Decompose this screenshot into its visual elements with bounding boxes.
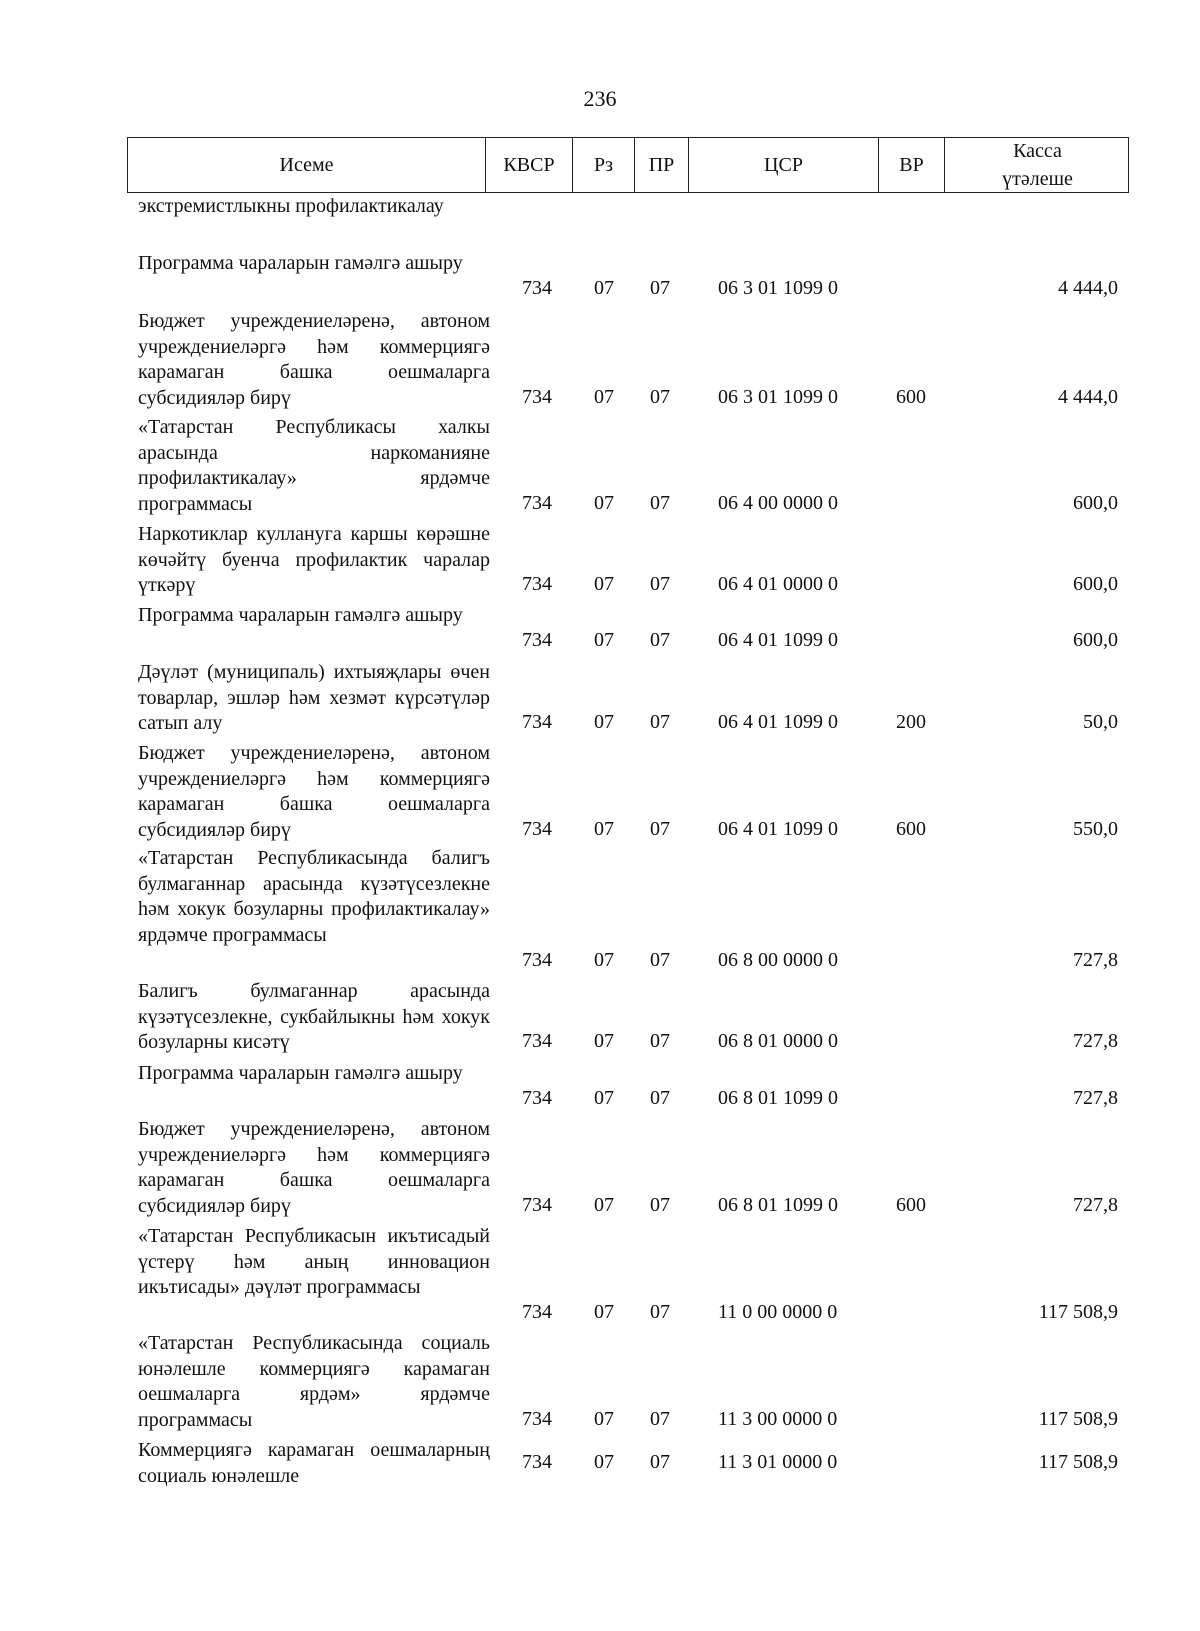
row-pr: 07 [650, 1030, 670, 1052]
row-csr: 06 4 01 0000 0 [718, 573, 838, 595]
row-pr: 07 [650, 818, 670, 840]
col-header-csr: ЦСР [688, 138, 878, 192]
row-rz: 07 [594, 1087, 614, 1109]
row-sum: 600,0 [1073, 573, 1118, 595]
row-csr: 11 3 00 0000 0 [718, 1408, 838, 1430]
row-csr: 06 4 01 1099 0 [718, 629, 838, 651]
row-pr: 07 [650, 1451, 670, 1473]
row-kvsr: 734 [522, 1030, 552, 1052]
row-rz: 07 [594, 386, 614, 408]
row-sum: 727,8 [1073, 1087, 1118, 1109]
row-csr: 06 8 01 1099 0 [718, 1087, 838, 1109]
row-csr: 06 8 01 0000 0 [718, 1030, 838, 1052]
row-pr: 07 [650, 277, 670, 299]
row-rz: 07 [594, 277, 614, 299]
row-rz: 07 [594, 818, 614, 840]
col-header-name: Исеме [279, 154, 334, 176]
row-kvsr: 734 [522, 1408, 552, 1430]
col-header-vr: ВР [878, 138, 944, 192]
row-csr: 06 3 01 1099 0 [718, 386, 838, 408]
row-name: Программа чараларын гамәлгә ашыру [138, 604, 463, 626]
row-sum: 600,0 [1073, 629, 1118, 651]
row-name: Бюджет учреждениеләренә, автоном учреждениеләргә һәм коммерциягә карамаган башка оешмаларга субсидияләр бирү [138, 310, 490, 409]
row-name: «Татарстан Республикасын икътисадый үстерү һәм аның инновацион икътисады» дәүләт программасы [138, 1225, 490, 1298]
row-kvsr: 734 [522, 492, 552, 514]
row-csr: 06 4 00 0000 0 [718, 492, 838, 514]
row-name: экстремистлыкны профилактикалау [138, 195, 444, 217]
row-pr: 07 [650, 492, 670, 514]
row-name: «Татарстан Республикасында балигъ булмаганнар арасында күзәтүсезлекне һәм хокук бозуларны профилактикалау» ярдәмче программасы [138, 847, 490, 946]
row-rz: 07 [594, 1301, 614, 1323]
col-header-kassa: Касса үтәлеше [944, 138, 1130, 192]
row-pr: 07 [650, 1087, 670, 1109]
row-kvsr: 734 [522, 573, 552, 595]
row-pr: 07 [650, 1408, 670, 1430]
row-rz: 07 [594, 492, 614, 514]
row-pr: 07 [650, 949, 670, 971]
row-rz: 07 [594, 711, 614, 733]
row-rz: 07 [594, 949, 614, 971]
row-csr: 11 0 00 0000 0 [718, 1301, 838, 1323]
row-name: Коммерциягә карамаган оешмаларның социаль юнәлешле [138, 1439, 490, 1487]
row-sum: 50,0 [1083, 711, 1118, 733]
row-csr: 06 4 01 1099 0 [718, 711, 838, 733]
row-kvsr: 734 [522, 1194, 552, 1216]
row-kvsr: 734 [522, 629, 552, 651]
row-csr: 06 8 01 1099 0 [718, 1194, 838, 1216]
row-sum: 550,0 [1073, 818, 1118, 840]
row-pr: 07 [650, 573, 670, 595]
col-header-rz: Рз [572, 138, 634, 192]
row-csr: 06 8 00 0000 0 [718, 949, 838, 971]
row-sum: 600,0 [1073, 492, 1118, 514]
row-name: Бюджет учреждениеләренә, автоном учреждениеләргә һәм коммерциягә карамаган башка оешмаларга субсидияләр бирү [138, 742, 490, 841]
row-sum: 117 508,9 [1038, 1451, 1118, 1473]
row-name: «Татарстан Республикасы халкы арасында наркоманияне профилактикалау» ярдәмче программасы [138, 416, 490, 515]
row-sum: 727,8 [1073, 1030, 1118, 1052]
row-name: Дәүләт (муниципаль) ихтыяҗлары өчен товарлар, эшләр һәм хезмәт күрсәтүләр сатып алу [138, 661, 490, 734]
row-pr: 07 [650, 711, 670, 733]
row-rz: 07 [594, 1194, 614, 1216]
row-csr: 06 3 01 1099 0 [718, 277, 838, 299]
row-vr: 600 [896, 386, 926, 408]
row-vr: 600 [896, 1194, 926, 1216]
row-kvsr: 734 [522, 1301, 552, 1323]
row-rz: 07 [594, 1408, 614, 1430]
table-header [127, 137, 1129, 193]
row-name: «Татарстан Республикасында социаль юнәлешле коммерциягә карамаган оешмаларга ярдәм» ярдәмче программасы [138, 1332, 490, 1431]
row-pr: 07 [650, 1301, 670, 1323]
row-csr: 11 3 01 0000 0 [718, 1451, 838, 1473]
row-rz: 07 [594, 573, 614, 595]
col-header-pr: ПР [634, 138, 688, 192]
row-name: Наркотиклар куллануга каршы көрәшне көчәйтү буенча профилактик чаралар үткәрү [138, 523, 490, 596]
row-pr: 07 [650, 386, 670, 408]
row-sum: 117 508,9 [1038, 1301, 1118, 1323]
row-rz: 07 [594, 629, 614, 651]
row-sum: 727,8 [1073, 949, 1118, 971]
row-csr: 06 4 01 1099 0 [718, 818, 838, 840]
row-kvsr: 734 [522, 1087, 552, 1109]
col-header-kvsr: КВСР [485, 138, 572, 192]
row-vr: 600 [896, 818, 926, 840]
row-sum: 4 444,0 [1058, 386, 1118, 408]
row-kvsr: 734 [522, 277, 552, 299]
row-pr: 07 [650, 1194, 670, 1216]
row-kvsr: 734 [522, 711, 552, 733]
page-number: 236 [583, 86, 617, 111]
row-kvsr: 734 [522, 386, 552, 408]
row-kvsr: 734 [522, 949, 552, 971]
row-sum: 727,8 [1073, 1194, 1118, 1216]
row-rz: 07 [594, 1451, 614, 1473]
row-pr: 07 [650, 629, 670, 651]
row-name: Программа чараларын гамәлгә ашыру [138, 1062, 463, 1084]
row-sum: 117 508,9 [1038, 1408, 1118, 1430]
row-rz: 07 [594, 1030, 614, 1052]
row-vr: 200 [896, 711, 926, 733]
row-kvsr: 734 [522, 1451, 552, 1473]
row-sum: 4 444,0 [1058, 277, 1118, 299]
row-name: Бюджет учреждениеләренә, автоном учреждениеләргә һәм коммерциягә карамаган башка оешмаларга субсидияләр бирү [138, 1118, 490, 1217]
row-name: Балигъ булмаганнар арасында күзәтүсезлекне, сукбайлыкны һәм хокук бозуларны кисәтү [138, 980, 490, 1053]
row-kvsr: 734 [522, 818, 552, 840]
row-name: Программа чараларын гамәлгә ашыру [138, 252, 463, 274]
